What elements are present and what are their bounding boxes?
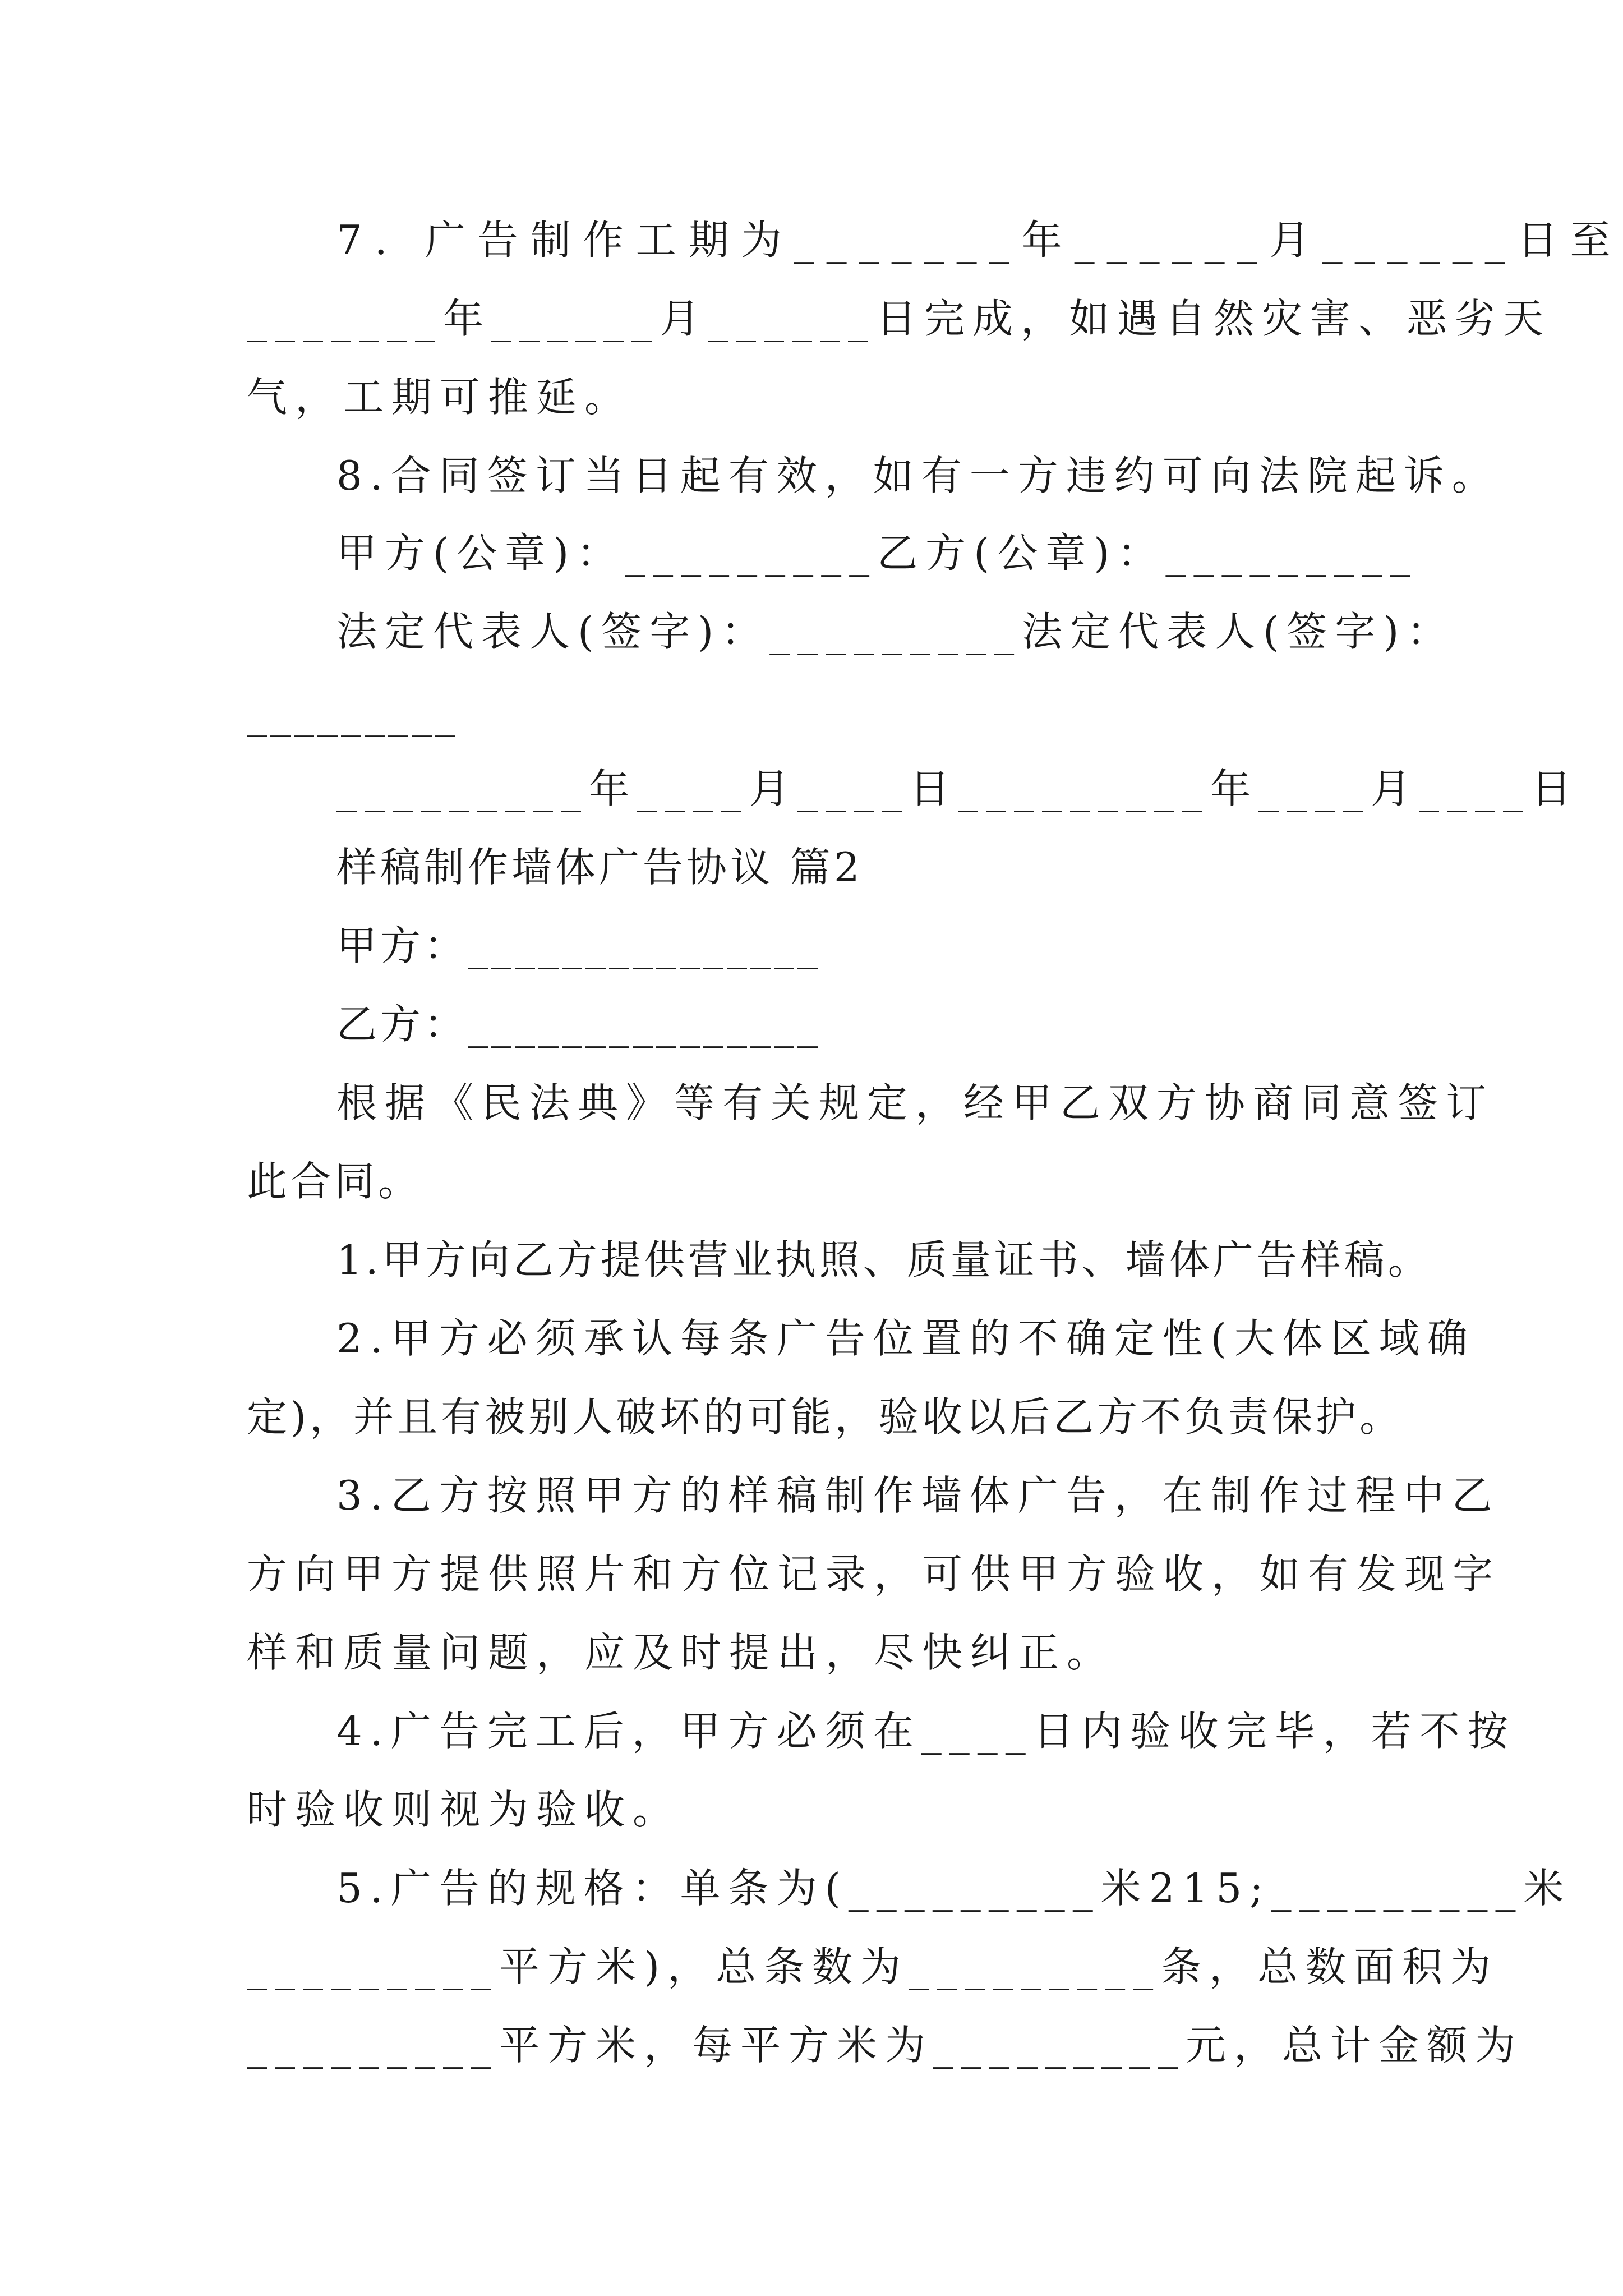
party-a-line: 甲方：_______________ <box>336 922 822 969</box>
clause-3: 3.乙方按照甲方的样稿制作墙体广告，在制作过程中乙 <box>336 1472 1500 1519</box>
text-line: 此合同。 <box>247 1158 422 1205</box>
signature-line: 甲方(公章)：_________乙方(公章)：_________ <box>336 530 1418 577</box>
clause-4: 4.广告完工后，甲方必须在____日内验收完毕，若不按 <box>336 1708 1516 1755</box>
text-line: 8.合同签订当日起有效，如有一方违约可向法院起诉。 <box>336 452 1500 499</box>
signature-line: 法定代表人(签字)：_________法定代表人(签字)： <box>336 608 1455 655</box>
clause-1: 1.甲方向乙方提供营业执照、质量证书、墙体广告样稿。 <box>336 1236 1432 1283</box>
text-line: _________平方米)，总条数为_________条，总数面积为 <box>247 1943 1499 1990</box>
text-line: _______年______月______日完成，如遇自然灾害、恶劣天 <box>247 295 1552 342</box>
text-line: 样和质量问题，应及时提出，尽快纠正。 <box>247 1629 1115 1676</box>
clause-5: 5.广告的规格：单条为(_________米215;_________米 <box>336 1865 1572 1912</box>
text-line: 定)，并且有被别人破坏的可能，验收以后乙方不负责保护。 <box>247 1393 1404 1441</box>
date-line: _________年____月____日_________年____月____日 <box>336 765 1579 812</box>
section-title: 样稿制作墙体广告协议 篇2 <box>336 844 863 891</box>
text-line: 根据《民法典》等有关规定，经甲乙双方协商同意签订 <box>336 1079 1495 1126</box>
party-b-line: 乙方：_______________ <box>336 1001 822 1048</box>
text-line: _________平方米，每平方米为_________元，总计金额为 <box>247 2022 1524 2069</box>
text-line: 方向甲方提供照片和方位记录，可供甲方验收，如有发现字 <box>247 1550 1501 1598</box>
text-line: 7. 广告制作工期为_______年______月______日至 <box>336 217 1623 264</box>
signature-blank: _________ <box>247 690 459 737</box>
text-line: 时验收则视为验收。 <box>247 1786 681 1833</box>
text-line: 气，工期可推延。 <box>247 374 633 421</box>
clause-2: 2.甲方必须承认每条广告位置的不确定性(大体区域确 <box>336 1315 1476 1362</box>
